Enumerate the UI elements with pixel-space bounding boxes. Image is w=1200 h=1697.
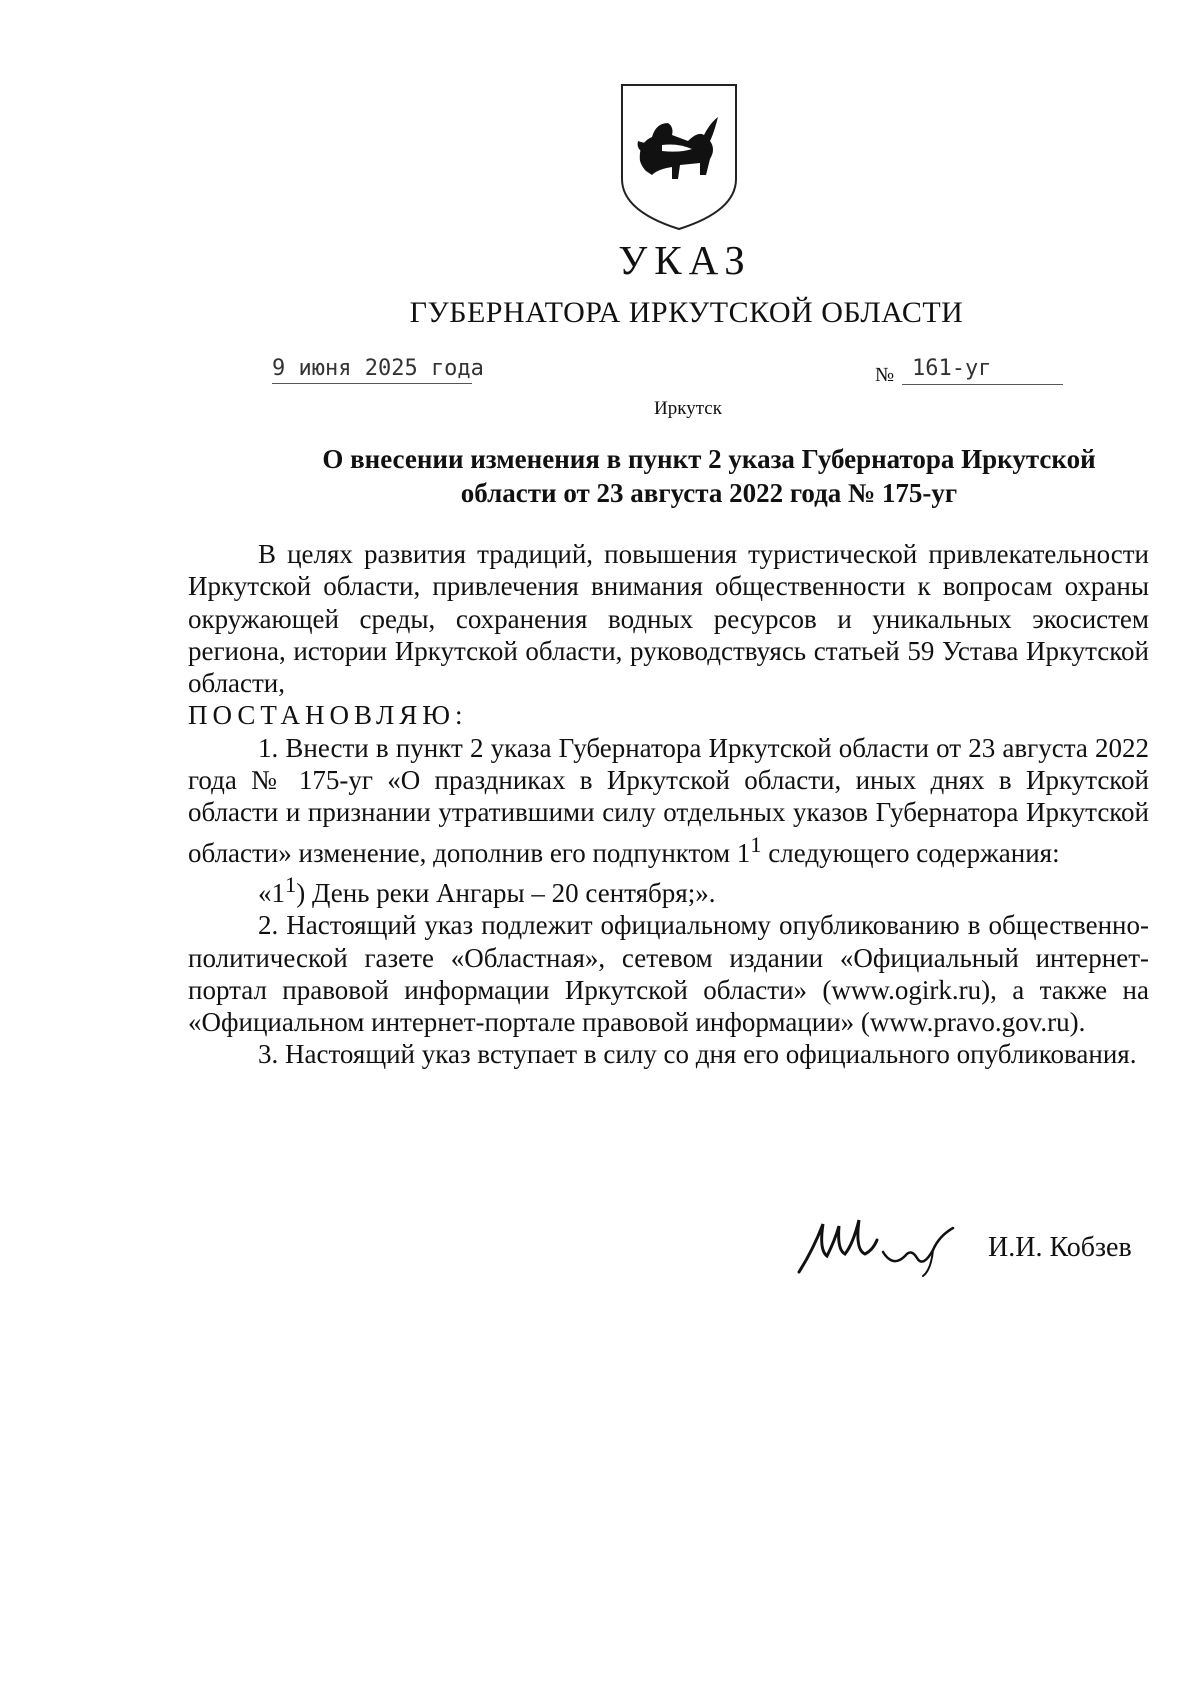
item-1-paragraph — [188, 732, 1149, 869]
quote-start: «1 — [258, 877, 285, 908]
number-underline — [902, 384, 1063, 385]
number-sign: № — [875, 364, 895, 386]
signer-name: И.И. Кобзев — [988, 1232, 1132, 1263]
decree-body — [188, 538, 1149, 1071]
item-1-end: следующего содержания: — [768, 837, 1060, 868]
document-subtitle: ГУБЕРНАТОРА ИРКУТСКОЙ ОБЛАСТИ — [409, 296, 964, 329]
item-1-text: 1. Внести в пункт 2 указа Губернатора Иркутской области от 23 августа 2022 года № 175-уг «О праздниках в Иркутской области, иных днях в Иркутской области и признании утратившими силу отдельных указов Губернатора Иркутской области» изменение, дополнив его подпунктом 1 — [188, 732, 1149, 868]
decree-number: 161-уг — [912, 356, 992, 381]
handwritten-signature — [793, 1210, 963, 1280]
decree-heading: О внесении изменения в пункт 2 указа Губернатора Иркутской области от 23 августа 2022 года № 175-уг — [322, 444, 1096, 508]
item-1-superscript: 1 — [750, 831, 762, 857]
item-3-paragraph: 3. Настоящий указ вступает в силу со дня его официального опубликования. — [258, 1039, 1137, 1070]
quote-end: ) День реки Ангары – 20 сентября;». — [296, 877, 716, 908]
document-title: УКАЗ — [618, 237, 752, 283]
quote-superscript: 1 — [285, 871, 297, 897]
decree-date: 9 июня 2025 года — [272, 356, 484, 381]
city-name: Иркутск — [654, 398, 722, 419]
quote-paragraph — [188, 869, 1149, 909]
item-2-paragraph: 2. Настоящий указ подлежит официальному опубликованию в общественно-политической газете «Областная», сетевом издании «Официальный интернет-портал правовой информации Иркутской области» (www.ogirk.ru), а также на «Официальном интернет-портале правовой информации» (www.pravo.gov.ru). — [188, 910, 1149, 1038]
date-underline — [272, 383, 472, 384]
coat-of-arms-emblem — [618, 83, 740, 231]
preamble-paragraph: В целях развития традиций, повышения туристической привлекательности Иркутской области, привлечения внимания общественности к вопросам охраны окружающей среды, сохранения водных ресурсов и уникальных экосистем региона, истории Иркутской области, руководствуясь статьей 59 Устава Иркутской области, — [188, 539, 1149, 699]
resolve-line: ПОСТАНОВЛЯЮ: — [188, 700, 468, 731]
